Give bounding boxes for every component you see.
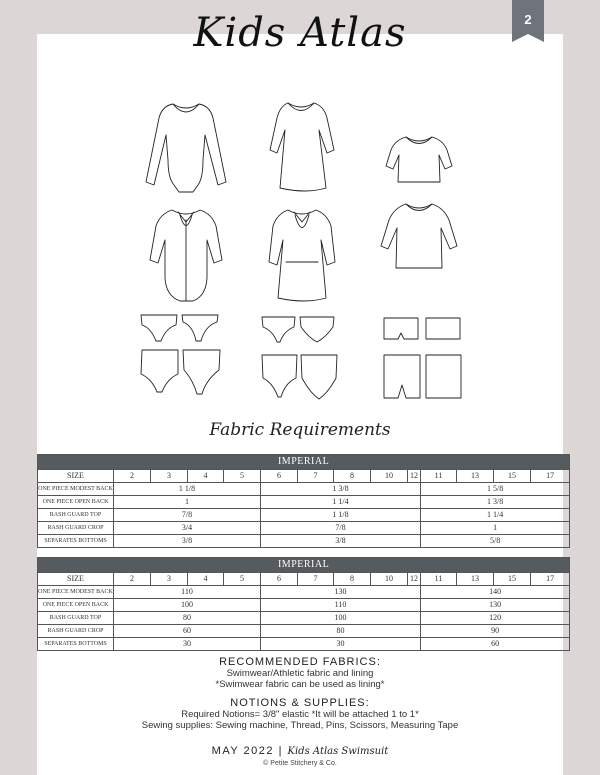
row-label: SEPARATES BOTTOMS — [38, 638, 114, 651]
value-cell: 1 — [421, 522, 570, 535]
size-cell: 10 — [371, 573, 408, 586]
row-label: SEPARATES BOTTOMS — [38, 535, 114, 548]
size-cell: 5 — [224, 470, 261, 483]
value-cell: 30 — [261, 638, 421, 651]
supplies-line: Sewing supplies: Sewing machine, Thread, Pins, Scissors, Measuring Tape — [141, 720, 459, 731]
size-cell: 11 — [421, 573, 457, 586]
size-cell: 2 — [114, 470, 151, 483]
rash-guard-top-icon — [381, 204, 457, 268]
page-number: 2 — [524, 12, 532, 27]
size-cell: 6 — [261, 470, 298, 483]
value-cell: 110 — [261, 599, 421, 612]
briefs-icon — [262, 317, 334, 342]
size-row — [38, 573, 570, 586]
value-cell: 100 — [261, 612, 421, 625]
value-cell: 100 — [114, 599, 261, 612]
size-cell: 13 — [457, 470, 494, 483]
value-cell: 130 — [261, 586, 421, 599]
fabric-table-2 — [37, 557, 570, 651]
bikini-bottoms-icon — [141, 315, 218, 341]
table-header: IMPERIAL — [38, 558, 570, 573]
value-cell: 80 — [114, 612, 261, 625]
size-label: SIZE — [38, 470, 114, 483]
value-cell: 130 — [421, 599, 570, 612]
size-row — [38, 470, 570, 483]
value-cell: 3/4 — [114, 522, 261, 535]
swim-shorts-icon — [384, 355, 461, 398]
size-cell: 15 — [494, 470, 531, 483]
size-cell: 11 — [421, 470, 457, 483]
row-label: RASH GUARD CROP — [38, 522, 114, 535]
value-cell: 30 — [114, 638, 261, 651]
table-header: IMPERIAL — [38, 455, 570, 470]
recommended-fabrics-line: Swimwear/Athletic fabric and lining — [226, 668, 374, 679]
size-cell: 2 — [114, 573, 151, 586]
value-cell: 1 1/8 — [114, 483, 261, 496]
size-cell: 15 — [494, 573, 531, 586]
row-label: RASH GUARD TOP — [38, 612, 114, 625]
table-row — [38, 509, 570, 522]
value-cell: 7/8 — [261, 522, 421, 535]
size-label: SIZE — [38, 573, 114, 586]
footer-date: MAY 2022 — [211, 745, 275, 757]
notions-supplies — [0, 697, 600, 731]
table-row — [38, 638, 570, 651]
swim-dress-icon — [270, 103, 334, 191]
recommended-fabrics — [0, 656, 600, 690]
value-cell: 90 — [421, 625, 570, 638]
footer-separator: | — [278, 745, 283, 757]
value-cell: 3/8 — [114, 535, 261, 548]
value-cell: 140 — [421, 586, 570, 599]
row-label: ONE PIECE OPEN BACK — [38, 496, 114, 509]
value-cell: 60 — [421, 638, 570, 651]
size-cell: 17 — [531, 573, 570, 586]
footer-pattern-name: Kids Atlas Swimsuit — [287, 746, 389, 757]
fabric-table-1 — [37, 454, 570, 548]
table-row — [38, 496, 570, 509]
size-cell: 5 — [224, 573, 261, 586]
size-cell: 12 — [408, 470, 421, 483]
row-label: RASH GUARD CROP — [38, 625, 114, 638]
fabric-requirements-title: Fabric Requirements — [209, 420, 391, 440]
table-row — [38, 586, 570, 599]
notions-heading: NOTIONS & SUPPLIES: — [230, 697, 370, 709]
table-row — [38, 522, 570, 535]
copyright: © Petite Stitchery & Co. — [263, 760, 337, 767]
recommended-fabrics-note: *Swimwear fabric can be used as lining* — [215, 679, 385, 690]
row-label: ONE PIECE MODEST BACK — [38, 483, 114, 496]
swim-dress-open-back-icon — [269, 210, 335, 301]
size-cell: 4 — [188, 573, 224, 586]
footer — [0, 745, 600, 757]
size-cell: 8 — [334, 573, 371, 586]
value-cell: 1 1/8 — [261, 509, 421, 522]
size-cell: 7 — [298, 573, 334, 586]
value-cell: 120 — [421, 612, 570, 625]
row-label: RASH GUARD TOP — [38, 509, 114, 522]
table-row — [38, 612, 570, 625]
value-cell: 1 — [114, 496, 261, 509]
value-cell: 1 3/8 — [261, 483, 421, 496]
recommended-fabrics-heading: RECOMMENDED FABRICS: — [219, 656, 381, 668]
table-row — [38, 535, 570, 548]
notions-line: Required Notions= 3/8" elastic *It will be attached 1 to 1* — [181, 709, 419, 720]
size-cell: 8 — [334, 470, 371, 483]
high-waist-bottoms-icon — [141, 350, 220, 394]
table-row — [38, 483, 570, 496]
size-cell: 17 — [531, 470, 570, 483]
table-row — [38, 625, 570, 638]
size-cell: 6 — [261, 573, 298, 586]
value-cell: 60 — [114, 625, 261, 638]
value-cell: 5/8 — [421, 535, 570, 548]
size-cell: 4 — [188, 470, 224, 483]
swimsuit-long-sleeve-icon — [146, 104, 226, 192]
rash-guard-crop-icon — [386, 137, 452, 182]
value-cell: 1 1/4 — [421, 509, 570, 522]
value-cell: 1 5/8 — [421, 483, 570, 496]
value-cell: 1 3/8 — [421, 496, 570, 509]
swimsuit-open-back-icon — [150, 210, 222, 301]
value-cell: 7/8 — [114, 509, 261, 522]
size-cell: 3 — [151, 573, 188, 586]
high-cut-bottoms-icon — [262, 355, 337, 399]
value-cell: 1 1/4 — [261, 496, 421, 509]
boy-shorts-icon — [384, 318, 460, 339]
size-cell: 3 — [151, 470, 188, 483]
size-cell: 7 — [298, 470, 334, 483]
size-cell: 12 — [408, 573, 421, 586]
page-title: Kids Atlas — [193, 10, 407, 56]
size-cell: 10 — [371, 470, 408, 483]
value-cell: 110 — [114, 586, 261, 599]
value-cell: 80 — [261, 625, 421, 638]
size-cell: 13 — [457, 573, 494, 586]
row-label: ONE PIECE MODEST BACK — [38, 586, 114, 599]
value-cell: 3/8 — [261, 535, 421, 548]
table-row — [38, 599, 570, 612]
row-label: ONE PIECE OPEN BACK — [38, 599, 114, 612]
